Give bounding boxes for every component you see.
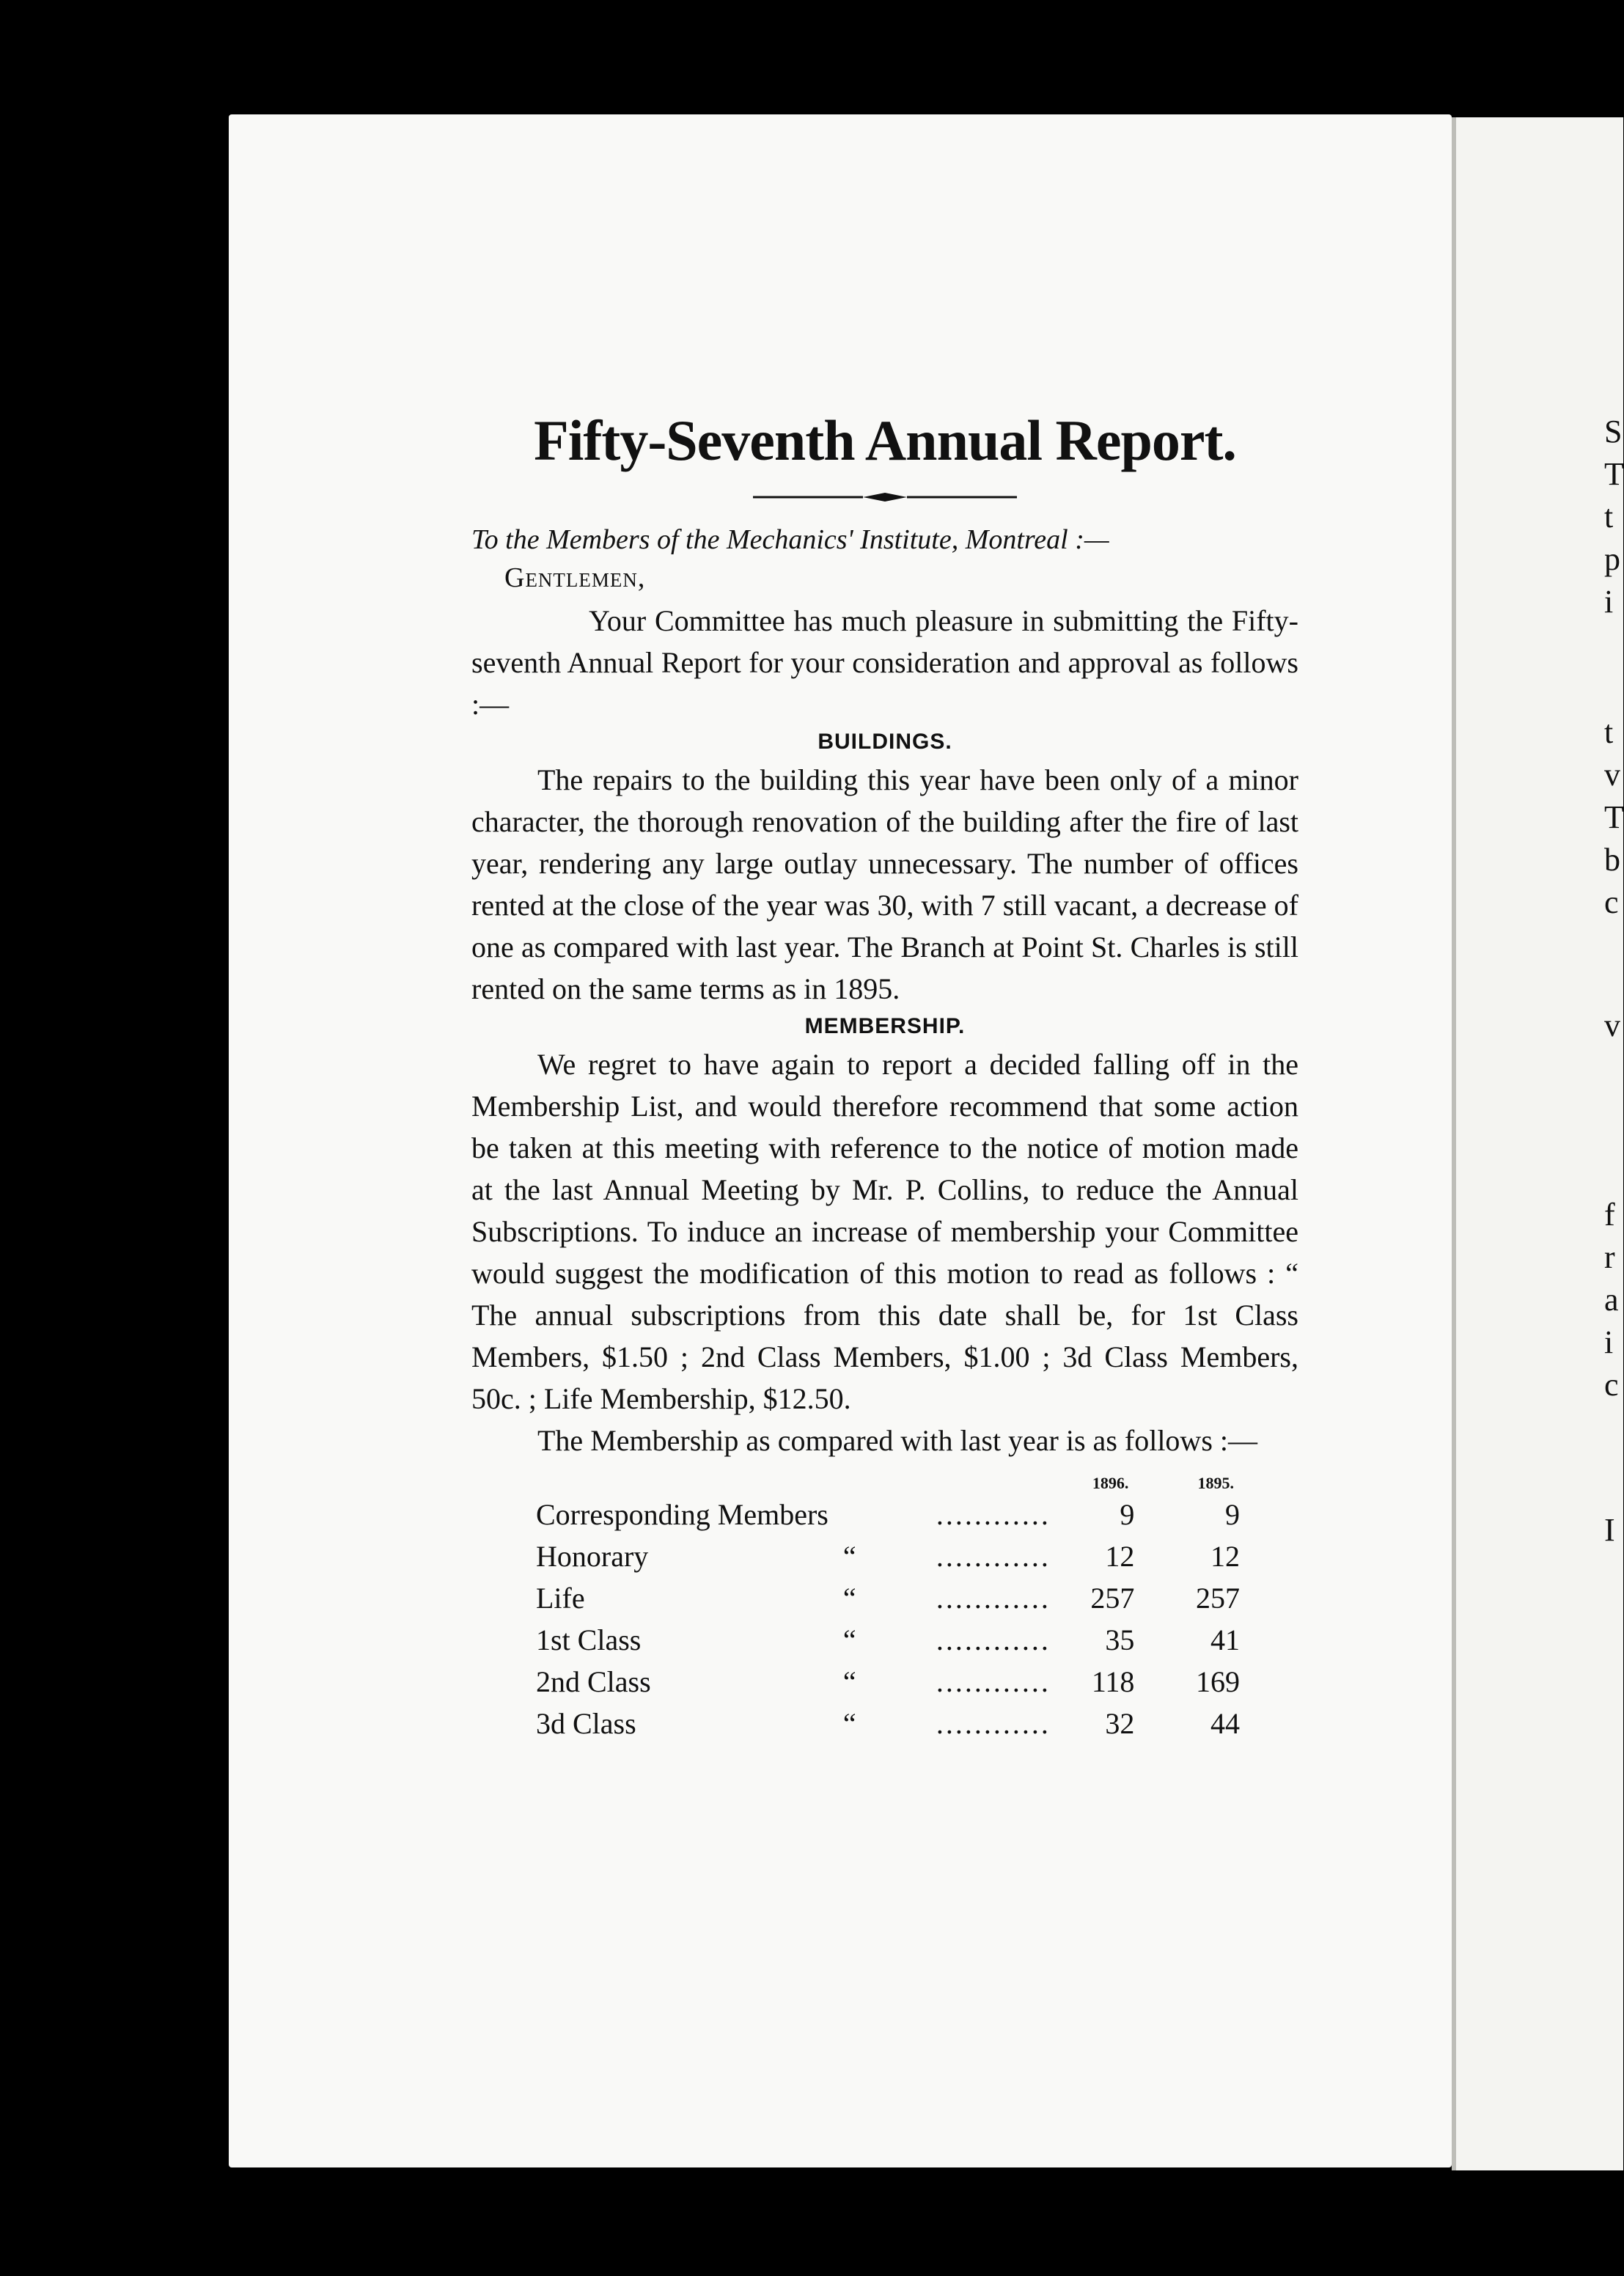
value-1896: 35 — [1105, 1623, 1135, 1656]
intro-paragraph: Your Committee has much pleasure in submitting the Fifty-seventh Annual Report for your consideration and approval as follows :— — [471, 604, 1298, 721]
leader-dots: ............ — [936, 1540, 1051, 1573]
fragment: v — [1604, 757, 1620, 793]
value-1895: 41 — [1210, 1623, 1240, 1656]
fragment: I — [1604, 1512, 1615, 1548]
row-label: Honorary — [536, 1540, 649, 1573]
table-row — [536, 1703, 1240, 1744]
table-row — [536, 1535, 1240, 1577]
row-label: Corresponding Members — [536, 1498, 828, 1531]
fragment: t — [1604, 714, 1614, 750]
right-page-edge — [1452, 117, 1623, 2170]
fragment: a — [1604, 1282, 1619, 1318]
value-1896: 118 — [1091, 1665, 1135, 1698]
greeting: Gentlemen, — [504, 562, 646, 593]
table-row — [536, 1619, 1240, 1661]
value-1896: 12 — [1105, 1540, 1135, 1573]
value-1896: 9 — [1120, 1498, 1135, 1531]
value-1895: 169 — [1196, 1665, 1240, 1698]
leader-dots: ............ — [936, 1707, 1051, 1740]
row-label: 3d Class — [536, 1707, 636, 1740]
fragment: v — [1604, 1007, 1620, 1043]
table-row — [536, 1577, 1240, 1619]
value-1896: 257 — [1090, 1582, 1135, 1615]
fragment: r — [1604, 1239, 1615, 1275]
value-1895: 12 — [1210, 1540, 1240, 1573]
value-1895: 257 — [1196, 1582, 1240, 1615]
report-content — [471, 408, 1298, 1744]
row-label: 2nd Class — [536, 1665, 651, 1698]
table-row — [536, 1494, 1240, 1535]
ditto-mark: “ — [842, 1665, 856, 1698]
leader-dots: ............ — [936, 1623, 1051, 1656]
fragment: f — [1604, 1197, 1615, 1233]
row-label: 1st Class — [536, 1623, 642, 1656]
section-heading-membership: MEMBERSHIP. — [804, 1014, 966, 1038]
ornamental-divider — [753, 490, 1017, 504]
membership-table — [536, 1473, 1240, 1744]
leader-dots: ............ — [936, 1665, 1051, 1698]
column-header-1895: 1895. — [1197, 1474, 1234, 1492]
leader-dots: ............ — [936, 1582, 1051, 1615]
ditto-mark: “ — [842, 1707, 856, 1740]
fragment: T — [1604, 456, 1624, 492]
membership-comparison-intro: The Membership as compared with last year is as follows :— — [537, 1424, 1257, 1457]
fragment: c — [1604, 1367, 1619, 1403]
right-page-fragments — [1604, 411, 1624, 1552]
salutation: To the Members of the Mechanics' Institute, Montreal :— — [471, 524, 1109, 555]
ditto-mark — [828, 1494, 936, 1535]
fragment: c — [1604, 884, 1619, 920]
section-heading-buildings: BUILDINGS. — [817, 730, 952, 754]
ditto-mark: “ — [842, 1540, 856, 1573]
value-1895: 44 — [1210, 1707, 1240, 1740]
fragment: T — [1604, 799, 1624, 835]
membership-paragraph: We regret to have again to report a decided falling off in the Membership List, and would therefore recommend that some action be taken at this meeting with reference to the notice of motion made at the last Annual Meeting by Mr. P. Collins, to reduce the Annual Subscriptions. To induce an increase of membership your Committee would suggest the modification of this motion to read as follows : “ The annual subscriptions from this date shall be, for 1st Class Members, $1.50 ; 2nd Class Members, $1.00 ; 3d Class Members, 50c. ; Life Membership, $12.50. — [471, 1048, 1298, 1415]
fragment: p — [1604, 541, 1620, 577]
table-header-row — [536, 1473, 1240, 1494]
leader-dots: ............ — [936, 1498, 1051, 1531]
fragment: t — [1604, 499, 1614, 535]
ditto-mark: “ — [842, 1623, 856, 1656]
fragment: b — [1604, 842, 1620, 878]
fragment: S — [1604, 414, 1623, 449]
row-label: Life — [536, 1582, 585, 1615]
value-1896: 32 — [1105, 1707, 1135, 1740]
buildings-paragraph: The repairs to the building this year have been only of a minor character, the thorough renovation of the building after the fire of last year, rendering any large outlay unnecessary. The number of offices rented at the close of the year was 30, with 7 still vacant, a decrease of one as compared with last year. The Branch at Point St. Charles is still rented on the same terms as in 1895. — [471, 763, 1298, 1005]
column-header-1896: 1896. — [1092, 1474, 1129, 1492]
ditto-mark: “ — [842, 1582, 856, 1615]
fragment: i — [1604, 1324, 1614, 1360]
value-1895: 9 — [1225, 1498, 1240, 1531]
table-row — [536, 1661, 1240, 1703]
report-title: Fifty-Seventh Annual Report. — [534, 408, 1236, 472]
fragment: i — [1604, 584, 1614, 620]
